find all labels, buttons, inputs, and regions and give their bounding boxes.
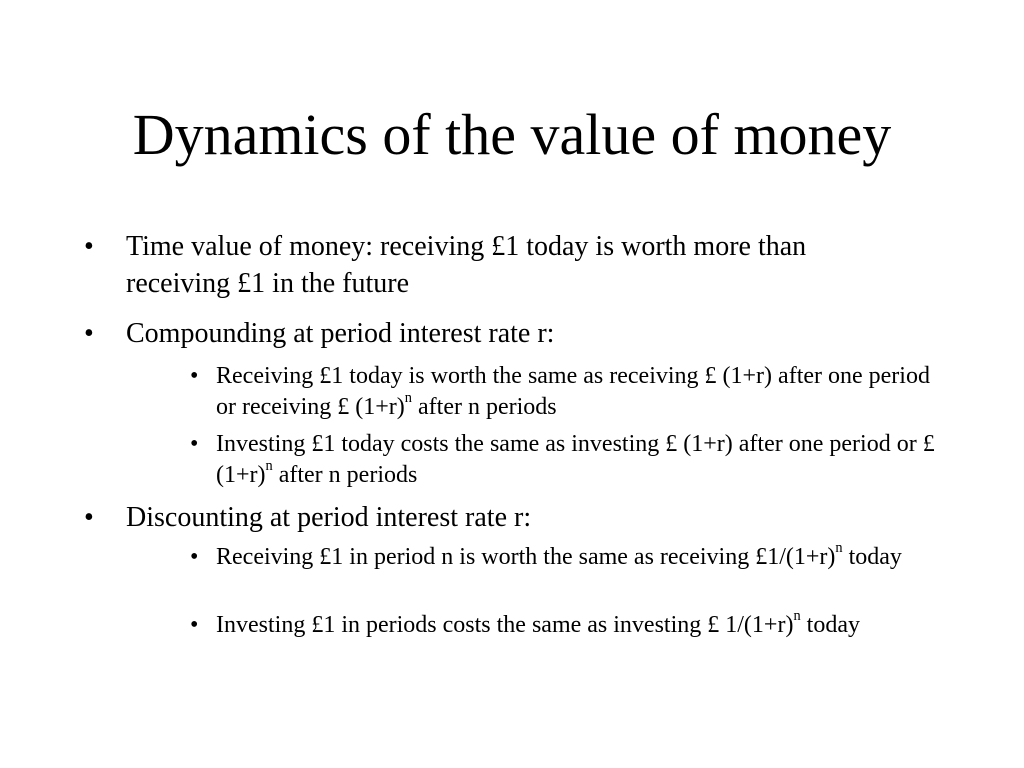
text-segment: today (842, 544, 902, 570)
slide-title: Dynamics of the value of money (132, 102, 892, 167)
text-segment: after n periods (272, 462, 418, 488)
text-segment: after n periods (412, 394, 557, 420)
bullet-dot: • (84, 231, 94, 262)
bullet-compounding (84, 315, 904, 352)
superscript: n (835, 540, 843, 557)
text-segment: Receiving £1 in period n is worth the same as receiving £1/(1+r) (216, 544, 836, 570)
sub-bullet-text (190, 542, 950, 573)
bullet-dot: • (84, 318, 94, 349)
bullet-text: Discounting at period interest rate r: (126, 502, 532, 533)
sub-bullet-discounting-receiving (190, 542, 950, 573)
text-segment: Investing £1 in periods costs the same as investing £ 1/(1+r) (216, 612, 794, 638)
bullet-dot: • (84, 502, 94, 533)
sub-bullet-text (190, 429, 950, 491)
superscript: n (793, 608, 801, 625)
sub-bullet-text (190, 610, 950, 641)
text-segment: today (800, 612, 860, 638)
sub-bullet-dot: • (190, 363, 199, 389)
sub-bullet-text (190, 361, 950, 423)
text-segment: Investing £1 today costs the same as investing £ (1+r) after one period or £ (1+r) (216, 431, 935, 488)
sub-bullet-dot: • (190, 431, 199, 457)
superscript: n (404, 390, 412, 407)
bullet-text: Compounding at period interest rate r: (126, 318, 555, 349)
superscript: n (265, 458, 273, 475)
sub-bullet-dot: • (190, 544, 199, 570)
sub-bullet-compounding-receiving (190, 361, 950, 423)
bullet-time-value (84, 228, 904, 302)
sub-bullet-dot: • (190, 612, 199, 638)
sub-bullet-discounting-investing (190, 610, 950, 641)
bullet-discounting (84, 499, 904, 536)
text-segment: Receiving £1 today is worth the same as receiving £ (1+r) after one period or receiving £ (1+r) (216, 363, 930, 420)
bullet-text: Time value of money: receiving £1 today is worth more than receiving £1 in the future (126, 231, 807, 299)
sub-bullet-compounding-investing (190, 429, 950, 491)
